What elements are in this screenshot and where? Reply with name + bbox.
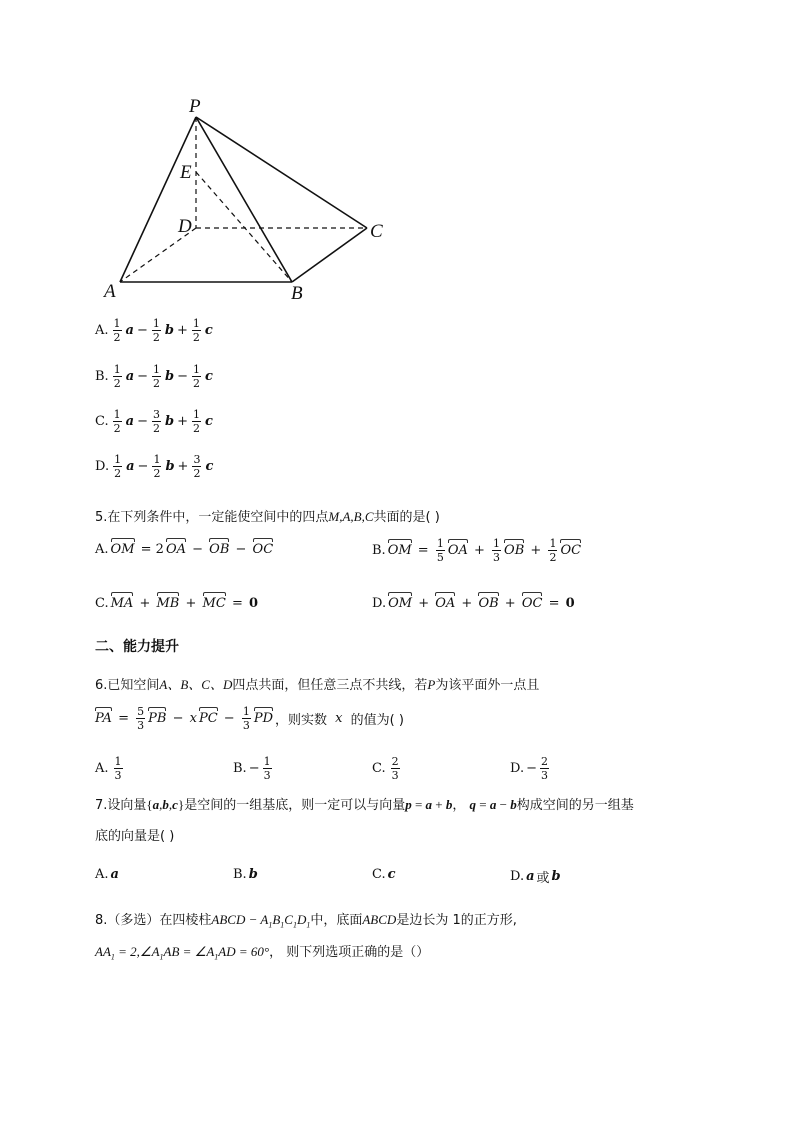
q7-option-b[interactable]: B. b: [233, 867, 258, 882]
label-b: B: [291, 283, 303, 304]
label-c: C: [370, 221, 383, 242]
pyramid-figure: [95, 92, 400, 307]
edge-pc: [196, 117, 367, 228]
q5-option-d[interactable]: D. OM + OA + OB + OC = 0: [372, 596, 575, 611]
section-heading: 二、能力提升: [95, 639, 179, 655]
label-a: A: [104, 281, 116, 302]
q4-option-b[interactable]: B. $\frac{1}{2}$ a − $\frac{1}{2}$ b − $\frac{1}{2}$ c: [95, 363, 213, 390]
edge-pb: [196, 117, 292, 282]
q5-option-c[interactable]: C. MA + MB + MC = 0: [95, 596, 259, 611]
pyramid-diagram: [95, 92, 400, 307]
q7-stem-line1: 7.设向量{a,b,c}是空间的一组基底，则一定可以与向量p = a + b， q = a − b构成空间的另一组基: [95, 797, 634, 813]
edge-eb: [196, 172, 292, 282]
q7-option-c[interactable]: C. c: [372, 867, 396, 882]
q7-option-a[interactable]: A. a: [95, 867, 119, 882]
q6-option-c[interactable]: C. $\frac{2}{3}$: [372, 755, 399, 782]
q5-option-b[interactable]: B. OM = $\frac{1}{5}$ OA + $\frac{1}{3}$ OB + $\frac{1}{2}$ OC: [372, 537, 582, 564]
q4-option-c[interactable]: C. $\frac{1}{2}$ a − $\frac{3}{2}$ b + $\frac{1}{2}$ c: [95, 408, 213, 435]
q4-option-d[interactable]: D. $\frac{1}{2}$ a − $\frac{1}{2}$ b + $\frac{3}{2}$ c: [95, 453, 214, 480]
q8-stem-line2: $AA_1$ = $2,\angle A_1AB$ = $\angle A_1AD = 60^\circ$， 则下列选项正确的是（）: [95, 944, 430, 962]
q8-stem-line1: 8.（多选）在四棱柱ABCD − $A_1B_1C_1D_1$中，底面ABCD是边长为 1的正方形,: [95, 912, 517, 930]
q6-equation: PA = $\frac{5}{3}$ PB − x PC − $\frac{1}{3}$ PD ，则实数 x 的值为( ): [95, 705, 404, 732]
q6-option-d[interactable]: D. − $\frac{2}{3}$: [510, 755, 548, 782]
q7-option-d[interactable]: D. a 或 b: [510, 869, 561, 886]
q6-option-a[interactable]: A. $\frac{1}{3}$: [95, 755, 122, 782]
edge-bc: [292, 228, 367, 282]
q6-option-b[interactable]: B. − $\frac{1}{3}$: [233, 755, 271, 782]
q4-option-a[interactable]: A. $\frac{1}{2}$ a − $\frac{1}{2}$ b + $\frac{1}{2}$ c: [95, 317, 213, 344]
q5-stem: 5.在下列条件中，一定能使空间中的四点M,A,B,C共面的是( ): [95, 509, 440, 525]
edge-pa: [120, 117, 196, 282]
q5-option-a[interactable]: A. OM = 2 OA − OB − OC: [95, 542, 274, 557]
q6-stem: 6.已知空间A、B、C、D四点共面，但任意三点不共线，若P为该平面外一点且: [95, 677, 540, 693]
label-p: P: [189, 96, 201, 117]
label-e: E: [180, 162, 192, 183]
label-d: D: [178, 216, 192, 237]
q7-stem-line2: 底的向量是( ): [95, 829, 175, 844]
